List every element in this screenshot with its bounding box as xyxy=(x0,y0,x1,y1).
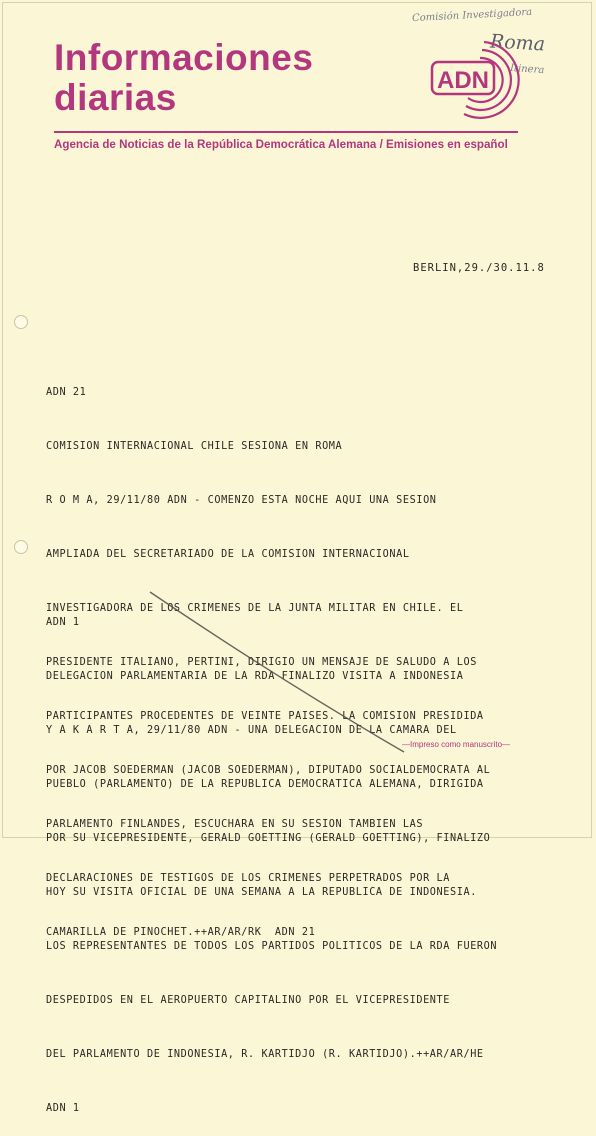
article-line: Y A K A R T A, 29/11/80 ADN - UNA DELEGACION DE LA CAMARA DEL xyxy=(46,725,457,736)
logo-text: ADN xyxy=(437,67,489,94)
article-line: DECLARACIONES DE TESTIGOS DE LOS CRIMENES PERPETRADOS POR LA xyxy=(46,873,451,884)
masthead-title-line1: Informaciones xyxy=(54,37,314,78)
article-line: COMISION INTERNACIONAL CHILE SESIONA EN ROMA xyxy=(46,441,343,452)
article-line: PRESIDENTE ITALIANO, PERTINI, DIRIGIO UN MENSAJE DE SALUDO A LOS xyxy=(46,657,477,668)
article-line: LOS REPRESENTANTES DE TODOS LOS PARTIDOS POLITICOS DE LA RDA FUERON xyxy=(46,941,498,952)
handwritten-note: Comisión Investigadora xyxy=(411,6,533,25)
punch-hole xyxy=(14,540,28,554)
article-line: CAMARILLA DE PINOCHET.++AR/AR/RK ADN 21 xyxy=(46,927,316,938)
article-line: PUEBLO (PARLAMENTO) DE LA REPUBLICA DEMOCRATICA ALEMANA, DIRIGIDA xyxy=(46,779,484,790)
punch-hole xyxy=(14,315,28,329)
article-line: ADN 1 xyxy=(46,617,80,628)
article-line: PARTICIPANTES PROCEDENTES DE VEINTE PAISES. LA COMISION PRESIDIDA xyxy=(46,711,484,722)
imprint-note: —Impreso como manuscrito— xyxy=(402,740,511,749)
article-line: HOY SU VISITA OFICIAL DE UNA SEMANA A LA REPUBLICA DE INDONESIA. xyxy=(46,887,477,898)
article-line: AMPLIADA DEL SECRETARIADO DE LA COMISION INTERNACIONAL xyxy=(46,549,410,560)
article-line: ADN 21 xyxy=(46,387,87,398)
article-line: ADN 1 xyxy=(46,1103,80,1114)
article-line: POR SU VICEPRESIDENTE, GERALD GOETTING (GERALD GOETTING), FINALIZO xyxy=(46,833,491,844)
article-line: PARLAMENTO FINLANDES, ESCUCHARA EN SU SESION TAMBIEN LAS xyxy=(46,819,424,830)
adn-logo-icon xyxy=(424,28,524,128)
masthead-title-line2: diarias xyxy=(54,77,177,118)
masthead-rule xyxy=(54,131,518,133)
article-line: DELEGACION PARLAMENTARIA DE LA RDA FINALIZO VISITA A INDONESIA xyxy=(46,671,464,682)
masthead-title xyxy=(54,38,313,118)
article-line: INVESTIGADORA DE LOS CRIMENES DE LA JUNTA MILITAR EN CHILE. EL xyxy=(46,603,464,614)
article-line: DESPEDIDOS EN EL AEROPUERTO CAPITALINO POR EL VICEPRESIDENTE xyxy=(46,995,451,1006)
article-adn-1 xyxy=(46,578,497,1136)
dateline: BERLIN,29./30.11.8 xyxy=(413,262,545,274)
article-line: DEL PARLAMENTO DE INDONESIA, R. KARTIDJO (R. KARTIDJO).++AR/AR/HE xyxy=(46,1049,484,1060)
handwritten-note: Itinera xyxy=(509,62,545,77)
masthead-subtitle: Agencia de Noticias de la República Democrática Alemana / Emisiones en español xyxy=(54,138,508,151)
handwritten-note: Roma xyxy=(489,30,546,56)
article-line: POR JACOB SOEDERMAN (JACOB SOEDERMAN), DIPUTADO SOCIALDEMOCRATA AL xyxy=(46,765,491,776)
article-line: R O M A, 29/11/80 ADN - COMENZO ESTA NOCHE AQUI UNA SESION xyxy=(46,495,437,506)
